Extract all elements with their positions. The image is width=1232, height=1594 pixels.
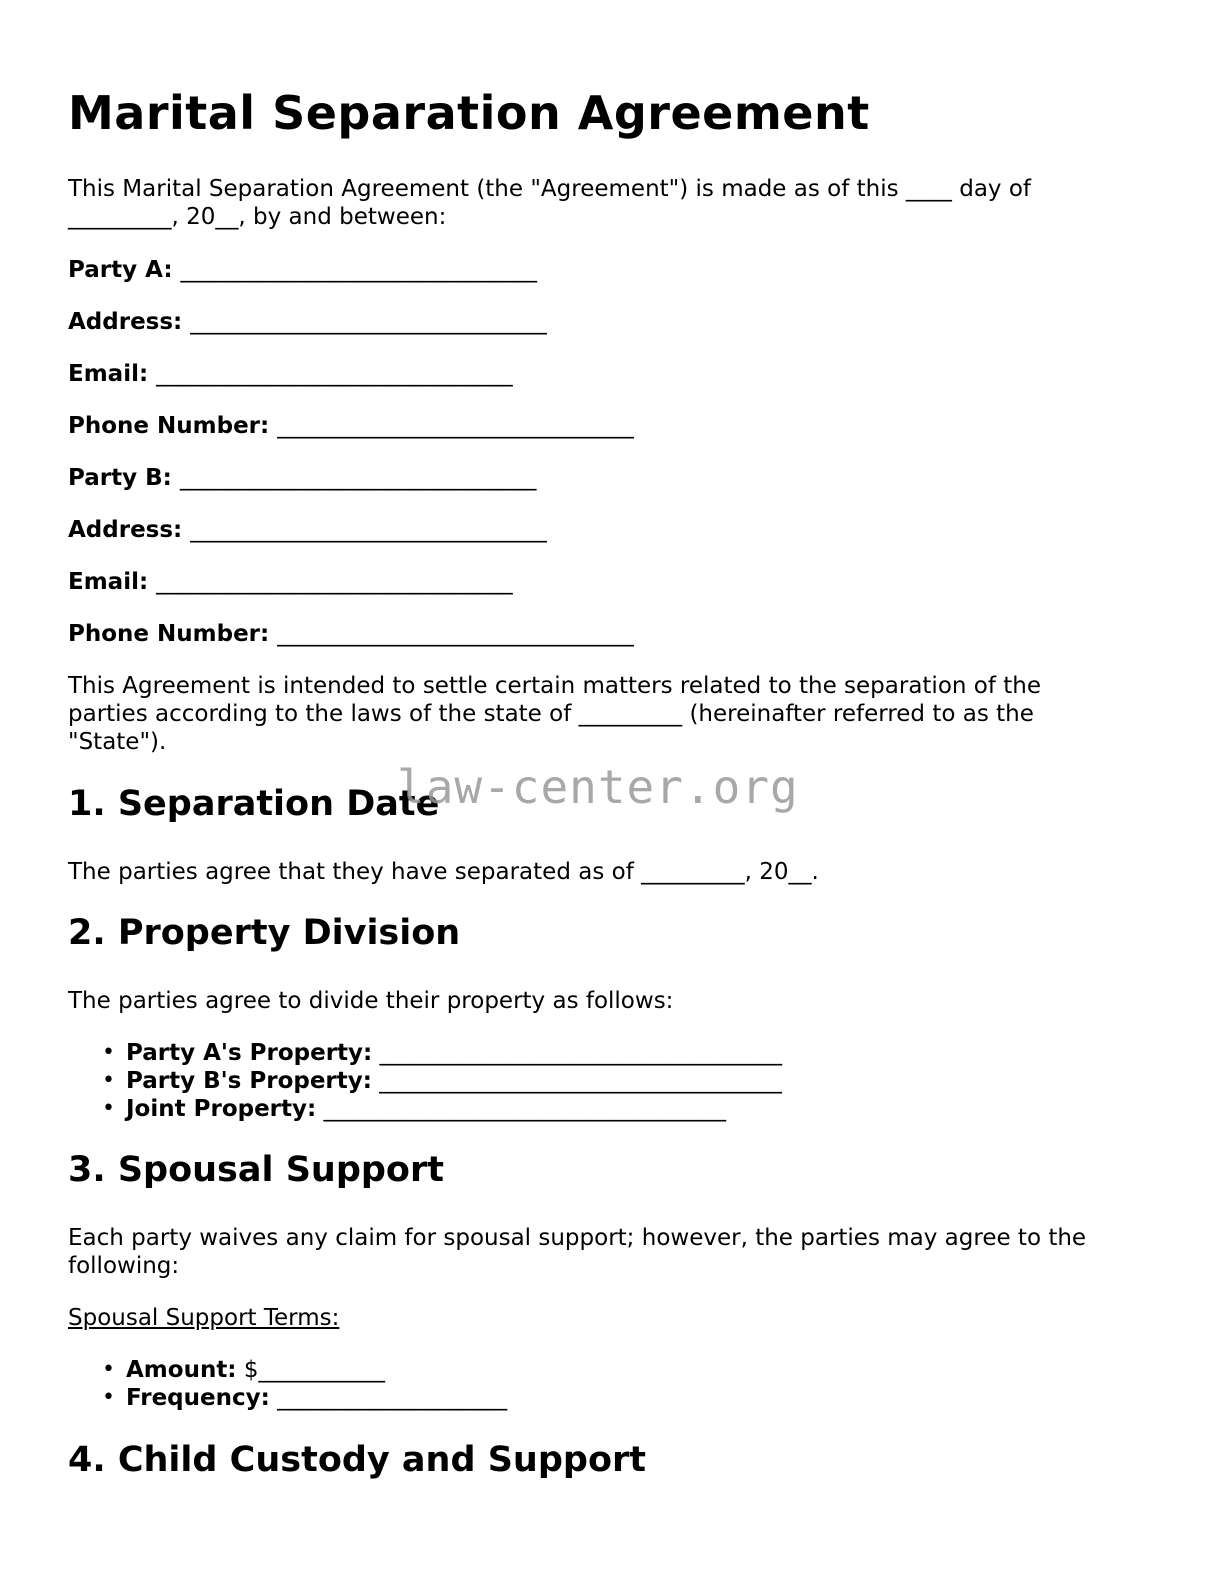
page-title: Marital Separation Agreement [68, 86, 870, 140]
property-list [102, 1039, 782, 1123]
section-2-text: The parties agree to divide their property as follows: [68, 988, 674, 1014]
list-item[interactable] [102, 1095, 782, 1123]
party-a-phone-field[interactable] [68, 412, 634, 440]
field-blank: _______________________________ [277, 413, 634, 439]
party-b-email-field[interactable] [68, 568, 513, 596]
section-1-text: The parties agree that they have separated as of _________, 20__. [68, 859, 819, 885]
item-label: Joint Property: [126, 1096, 317, 1122]
item-blank: ___________________________________ [372, 1040, 783, 1066]
list-item[interactable] [102, 1039, 782, 1067]
section-3-text-line-2: following: [68, 1253, 180, 1279]
item-blank: $___________ [236, 1357, 385, 1383]
item-label: Amount: [126, 1357, 237, 1383]
item-label: Frequency: [126, 1385, 270, 1411]
party-a-address-field[interactable] [68, 308, 547, 336]
section-4-heading: 4. Child Custody and Support [68, 1440, 646, 1480]
watermark: law-center.org [397, 760, 799, 814]
section-3-heading: 3. Spousal Support [68, 1150, 444, 1190]
section-2-heading: 2. Property Division [68, 913, 461, 953]
field-blank: _______________________________ [180, 257, 538, 283]
section-1-heading: 1. Separation Date [68, 784, 440, 824]
field-blank: _______________________________ [277, 621, 634, 647]
spousal-support-list [102, 1356, 507, 1412]
field-blank: _______________________________ [179, 465, 537, 491]
party-b-field[interactable] [68, 464, 536, 492]
section-3-text-line-1: Each party waives any claim for spousal support; however, the parties may agree to the [68, 1225, 1087, 1251]
party-a-field[interactable] [68, 256, 537, 284]
list-item[interactable] [102, 1067, 782, 1095]
item-blank: ___________________________________ [371, 1068, 782, 1094]
field-label: Party B: [68, 465, 180, 491]
intro-line-2: _________, 20__, by and between: [68, 204, 447, 230]
spousal-support-subheading: Spousal Support Terms: [68, 1305, 340, 1331]
field-blank: _______________________________ [156, 361, 513, 387]
field-label: Phone Number: [68, 413, 278, 439]
item-label: Party B's Property: [126, 1068, 372, 1094]
field-label: Email: [68, 569, 157, 595]
intro-line-1: This Marital Separation Agreement (the "Agreement") is made as of this ____ day of [68, 176, 1032, 202]
item-blank: ____________________ [269, 1385, 508, 1411]
list-item[interactable] [102, 1356, 507, 1384]
purpose-line-1: This Agreement is intended to settle certain matters related to the separation of the [68, 673, 1042, 699]
field-blank: _______________________________ [190, 309, 547, 335]
purpose-line-2: parties according to the laws of the state of _________ (hereinafter referred to as the [68, 701, 1034, 727]
field-label: Email: [68, 361, 157, 387]
field-blank: _______________________________ [156, 569, 513, 595]
item-blank: ___________________________________ [316, 1096, 727, 1122]
party-b-address-field[interactable] [68, 516, 547, 544]
field-label: Address: [68, 517, 191, 543]
field-label: Address: [68, 309, 191, 335]
party-b-phone-field[interactable] [68, 620, 634, 648]
party-a-email-field[interactable] [68, 360, 513, 388]
field-label: Party A: [68, 257, 181, 283]
field-label: Phone Number: [68, 621, 278, 647]
item-label: Party A's Property: [126, 1040, 373, 1066]
list-item[interactable] [102, 1384, 507, 1412]
purpose-line-3: "State"). [68, 729, 167, 755]
field-blank: _______________________________ [190, 517, 547, 543]
